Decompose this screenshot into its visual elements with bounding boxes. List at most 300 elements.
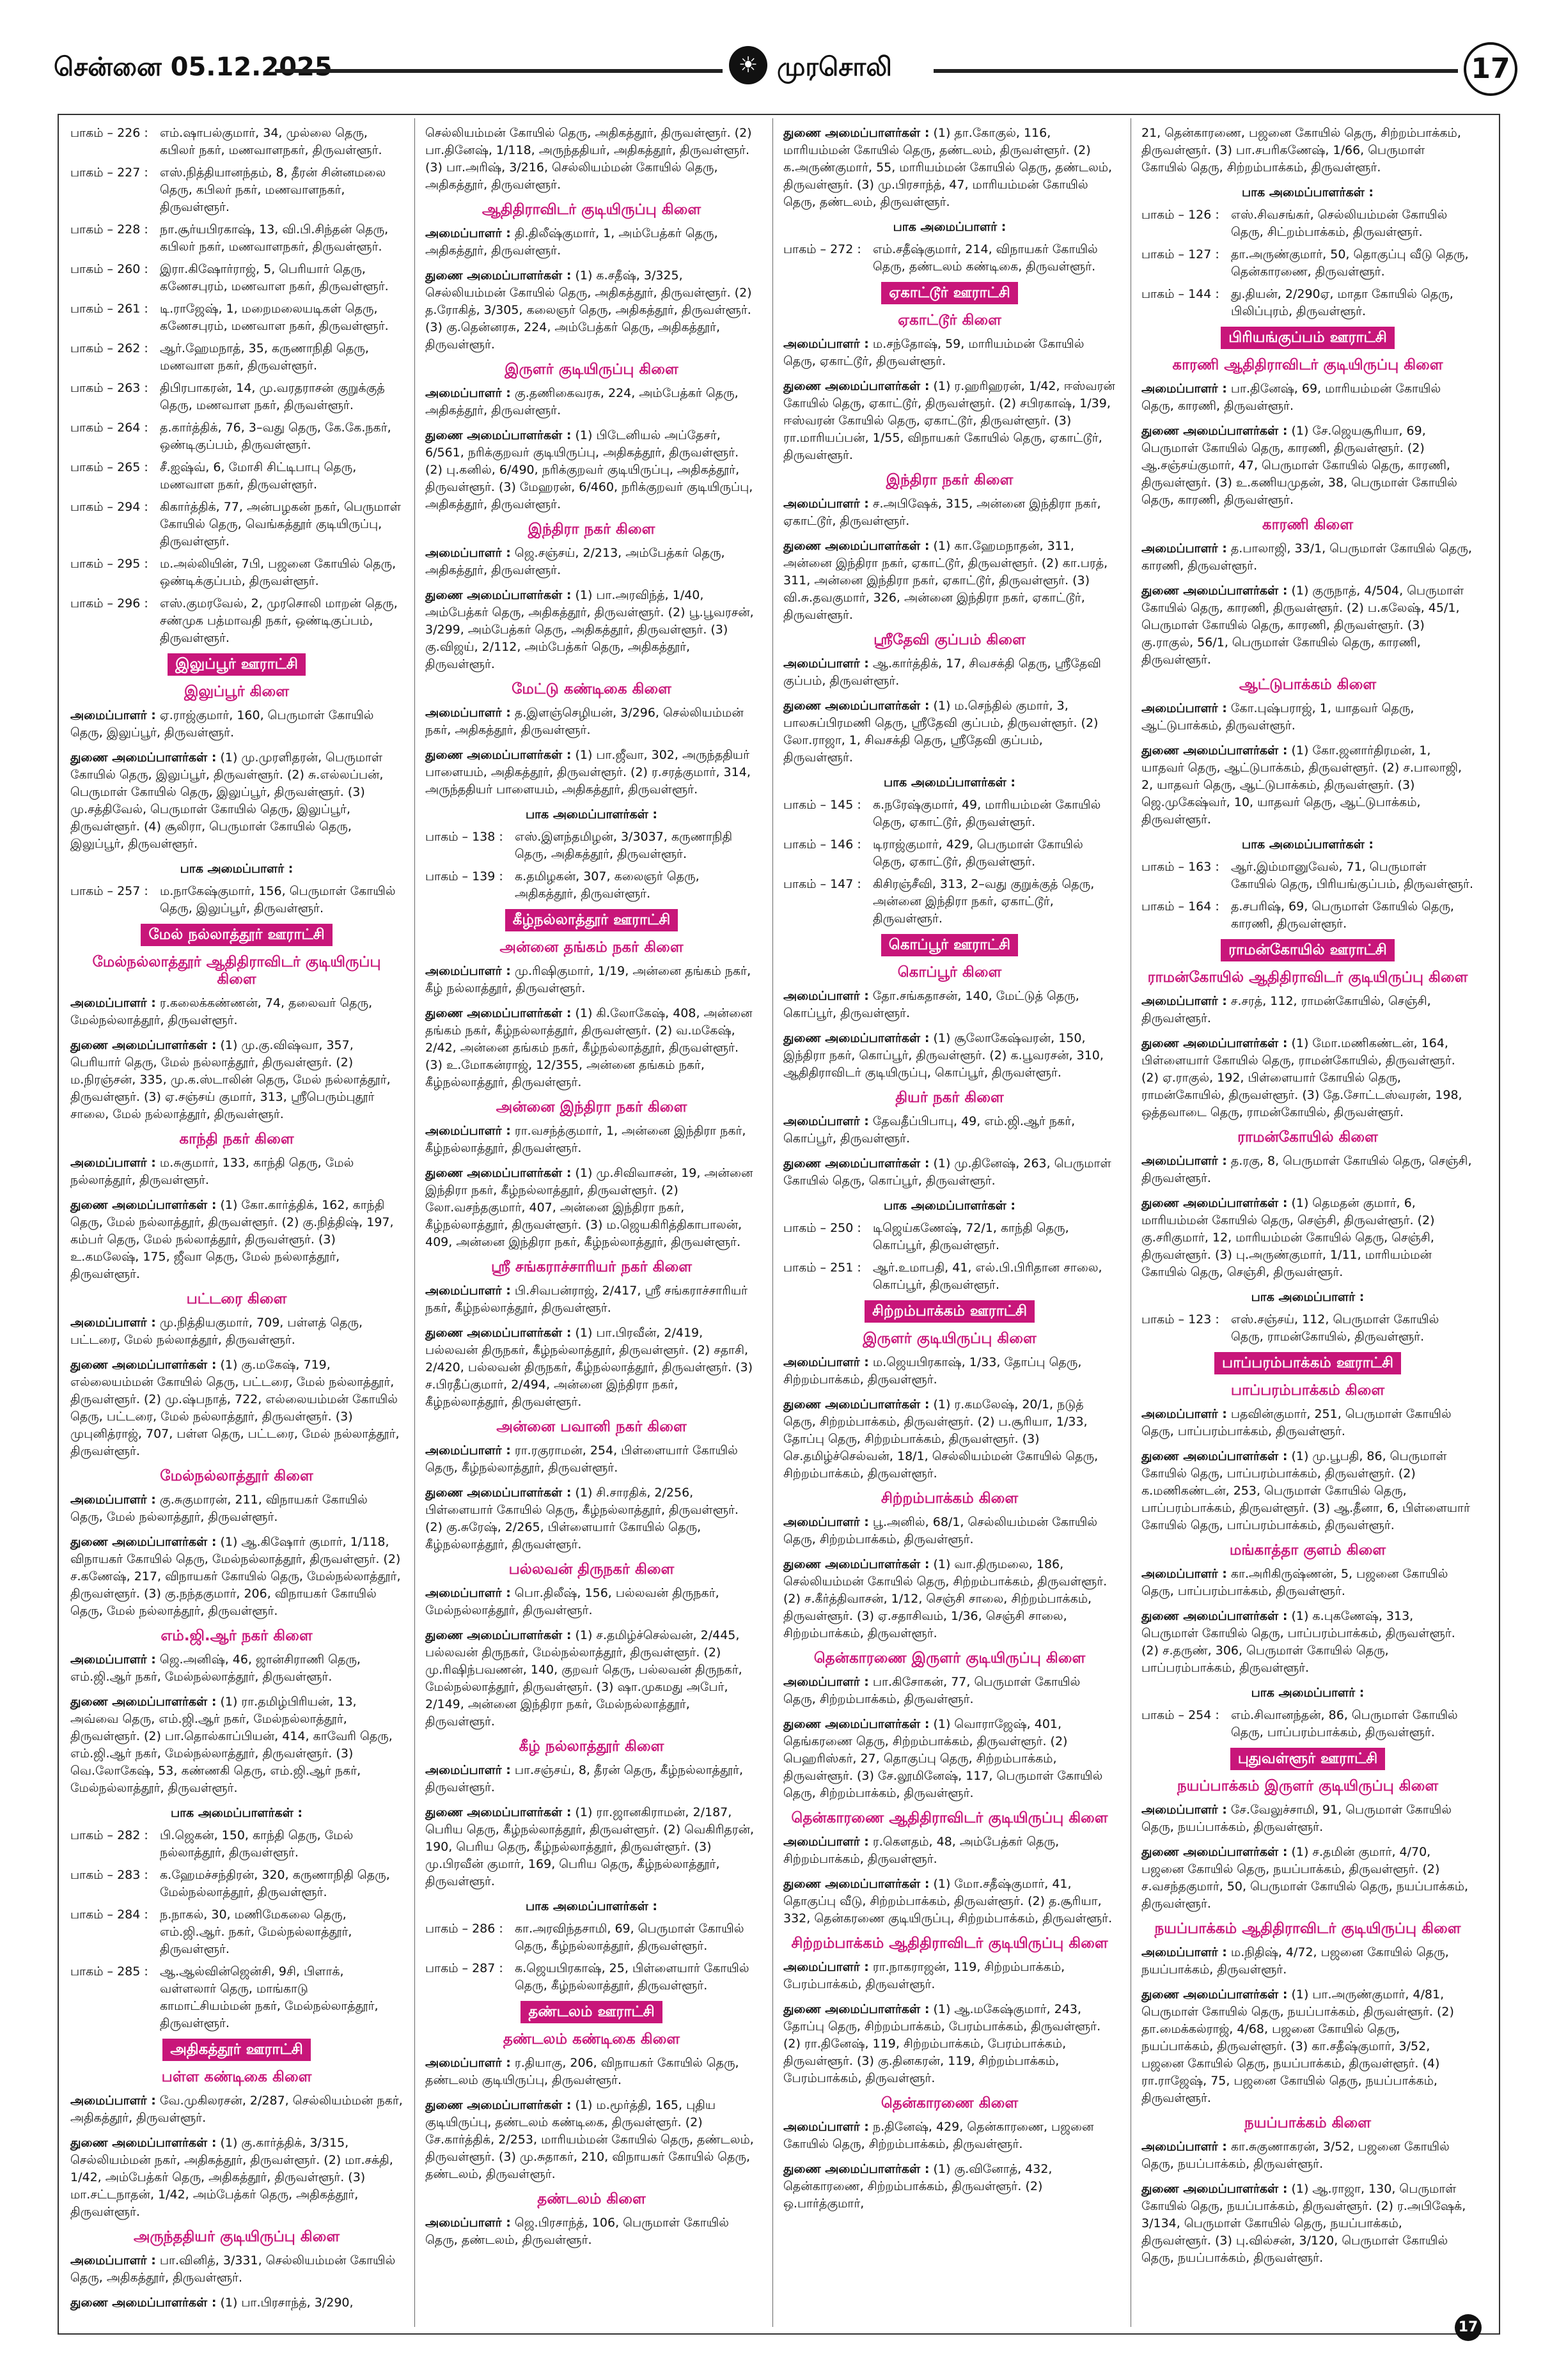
continued-text: 21, தென்காரணை, பஜனை கோயில் தெரு, சிற்றம்பாக்கம், திருவள்ளூர். (3) பா.சபரிகணேஷ், 1/66, பெருமாள் கோயில் தெரு, சிற்றம்பாக்கம், திருவள்ளூர்.	[1141, 126, 1461, 175]
role-label: அமைப்பாளர் :	[425, 1763, 511, 1777]
member-details: (1) கா.ஹேமநாதன், 311, அன்னை இந்திரா நகர், ஏகாட்டூர், திருவள்ளூர். (2) கா.பரத், 311, அன்னை இந்திரா நகர், ஏகாட்டூர், திருவள்ளூர். (3) வி.சு.தவகுமார், 326, அன்னை இந்திரா நகர், ஏகாட்டூர், திருவள்ளூர்.	[783, 539, 1108, 622]
booth-entry	[425, 1960, 758, 1995]
branch-heading: பட்டரை கிளை	[186, 1291, 287, 1307]
branch-heading: காரணி ஆதிதிராவிடர் குடியிருப்பு கிளை	[1172, 357, 1443, 373]
member-entry	[70, 995, 403, 1029]
branch-heading: அருந்ததியர் குடியிருப்பு கிளை	[133, 2228, 340, 2245]
role-label: துணை அமைப்பாளர்கள் :	[425, 1006, 572, 1020]
role-label: துணை அமைப்பாளர்கள் :	[425, 1805, 572, 1819]
booth-details: க.நரேஷ்குமார், 49, மாரியம்மன் கோயில் தெரு, ஏகாட்டூர், திருவள்ளூர்.	[873, 798, 1101, 829]
booth-number: பாகம் – 227 :	[70, 166, 148, 180]
role-label: அமைப்பாளர் :	[783, 1515, 869, 1529]
booth-number: பாகம் – 296 :	[70, 596, 148, 611]
booth-details: நா.சூர்யபிரகாஷ், 13, வி.பி.சிந்தன் தெரு, கபிலர் நகர், மணவாளநகர், திருவள்ளூர்.	[160, 222, 389, 254]
member-entry	[783, 336, 1116, 370]
role-label: துணை அமைப்பாளர்கள் :	[783, 379, 930, 393]
booth-entry	[70, 1963, 403, 2032]
branch-heading: அன்னை இந்திரா நகர் கிளை	[496, 1099, 687, 1116]
booth-details: டிராஜ்குமார், 429, பெருமாள் கோயில் தெரு, ஏகாட்டூர், திருவள்ளூர்.	[873, 837, 1083, 869]
booth-number: பாகம் – 287 :	[425, 1961, 503, 1975]
booth-details: எம்.ஷாபல்குமார், 34, முல்லை தெரு, கபிலர் நகர், மணவாளநகர், திருவள்ளூர்.	[160, 126, 382, 157]
member-details: ர.கலைக்கண்ணன், 74, தலைவர் தெரு, மேல்நல்லாத்தூர், திருவள்ளூர்.	[70, 996, 373, 1027]
role-label: அமைப்பாளர் :	[70, 996, 156, 1010]
booth-entry	[783, 876, 1116, 928]
booth-entry	[425, 868, 758, 903]
booth-number: பாகம் – 263 :	[70, 381, 148, 395]
role-label: துணை அமைப்பாளர்கள் :	[783, 2002, 930, 2016]
booth-number: பாகம் – 261 :	[70, 302, 148, 316]
column-4	[1141, 125, 1474, 2324]
member-details: (1) ஆ.ராஜா, 130, பெருமாள் கோயில் தெரு, நயப்பாக்கம், திருவள்ளூர். (2) ர.அபிஷேக், 3/134, பெருமாள் கோயில் தெரு, நயப்பாக்கம், திருவள்ளூர். (3) பு.வில்சன், 3/120, பெருமாள் கோயில் தெரு, நயப்பாக்கம், திருவள்ளூர்.	[1141, 2182, 1466, 2265]
role-label: அமைப்பாளர் :	[425, 2216, 511, 2230]
booth-entry	[70, 459, 403, 494]
booth-details: ந.நாகல், 30, மணிமேகலை தெரு, எம்.ஜி.ஆர். நகர், மேல்நல்லாத்தூர், திருவள்ளூர்.	[160, 1908, 352, 1956]
member-details: கோ.புஷ்பராஜ், 1, யாதவர் தெரு, ஆட்டுபாக்கம், திருவள்ளூர்.	[1141, 701, 1414, 733]
member-details: ம.சுகுமார், 133, காந்தி தெரு, மேல் நல்லாத்தூர், திருவள்ளூர்.	[70, 1156, 354, 1187]
role-label: துணை அமைப்பாளர்கள் :	[1141, 1449, 1288, 1463]
booth-entry	[1141, 206, 1474, 241]
booth-entry	[1141, 286, 1474, 320]
role-label: துணை அமைப்பாளர்கள் :	[70, 1535, 217, 1549]
member-details: (1) க.சதீஷ், 3/325, செல்லியம்மன் கோயில் தெரு, அதிகத்தூர், திருவள்ளூர். (2) த.ரோகித், 3/305, கலைஞர் தெரு, அதிகத்தூர், திருவள்ளூர். (3) கு.தென்னரசு, 224, அம்பேத்கர் தெரு, அதிகத்தூர், திருவள்ளூர்.	[425, 268, 752, 352]
role-label: அமைப்பாளர் :	[425, 964, 511, 978]
member-details: (1) பிடேனியல் அப்தேசர், 6/561, நரிக்குறவர் குடியிருப்பு, அதிகத்தூர், திருவள்ளூர். (2) பு.கனில், 6/490, நரிக்குறவர் குடியிருப்பு, அதிகத்தூர், திருவள்ளூர். (3) மேஹரன், 6/460, நரிக்குறவர் குடியிருப்பு, அதிகத்தூர், திருவள்ளூர்.	[425, 428, 753, 511]
role-label: அமைப்பாளர் :	[425, 706, 511, 720]
member-entry	[1141, 1406, 1474, 1440]
booth-details: எஸ்.இளந்தமிழன், 3/3037, கருணாநிதி தெரு, அதிகத்தூர், திருவள்ளூர்.	[515, 830, 733, 861]
member-entry	[783, 1833, 1116, 1868]
booth-details: எஸ்.நித்தியானந்தம், 8, தீரன் சின்னமலை தெரு, கபிலர் நகர், மணவாளநகர், திருவள்ளூர்.	[160, 166, 386, 214]
role-label: துணை அமைப்பாளர்கள் :	[70, 2136, 217, 2150]
role-label: துணை அமைப்பாளர்கள் :	[1141, 1036, 1288, 1050]
member-entry	[783, 1514, 1116, 1548]
booth-entry	[425, 828, 758, 863]
booth-number: பாகம் – 283 :	[70, 1868, 148, 1882]
booth-entry	[70, 300, 403, 335]
member-entry	[425, 2214, 758, 2249]
member-entry	[425, 1484, 758, 1553]
branch-heading: எம்.ஜி.ஆர் நகர் கிளை	[161, 1628, 313, 1644]
member-entry	[425, 587, 758, 673]
member-details: (1) பா.அரவிந்த், 1/40, அம்பேத்கர் தெரு, அதிகத்தூர், திருவள்ளூர். (2) பூ.பூவரசன், 3/299, அம்பேத்கர் தெரு, அதிகத்தூர், திருவள்ளூர். (3) கு.விஜய், 2/112, அம்பேத்கர் தெரு, அதிகத்தூர், திருவள்ளூர்.	[425, 588, 754, 671]
member-entry	[1141, 1986, 1474, 2107]
member-entry	[425, 1442, 758, 1477]
role-label: துணை அமைப்பாளர்கள் :	[425, 1628, 572, 1642]
booth-entry	[70, 340, 403, 375]
member-details: தி.திலீஷ்குமார், 1, அம்பேத்கர் தெரு, அதிகத்தூர், திருவள்ளூர்.	[425, 226, 718, 258]
booth-details: கிகார்த்திக், 77, அன்பழகன் நகர், பெருமாள் கோயில் தெரு, வெங்கத்தூர் குடியிருப்பு, திருவள்ளூர்.	[160, 500, 401, 548]
member-entry	[1141, 1153, 1474, 1187]
branch-heading: இந்திரா நகர் கிளை	[886, 472, 1014, 488]
booth-entry	[70, 380, 403, 414]
booth-number: பாகம் – 254 :	[1141, 1708, 1219, 1722]
member-details: த.இளஞ்செழியன், 3/296, செல்லியம்மன் நகர், அதிகத்தூர், திருவள்ளூர்.	[425, 706, 744, 737]
branch-heading: இருளர் குடியிருப்பு கிளை	[505, 361, 678, 378]
booth-details: தா.அருண்குமார், 50, தொகுப்பு வீடு தெரு, தென்காரணை, திருவள்ளூர்.	[1231, 247, 1469, 279]
member-details: மு.நித்தியகுமார், 709, பள்ளத் தெரு, பட்டரை, மேல் நல்லாத்தூர், திருவள்ளூர்.	[70, 1316, 363, 1347]
member-details: பா.சஞ்சய், 8, தீரன் தெரு, கீழ்நல்லாத்தூர், திருவள்ளூர்.	[425, 1763, 743, 1794]
member-details: (1) ர.ஹரிஹரன், 1/42, ஈஸ்வரன் கோயில் தெரு, ஏகாட்டூர், திருவள்ளூர். (2) சபிரகாஷ், 1/39, ஈஸ்வரன் கோயில் தெரு, ஏகாட்டூர், திருவள்ளூர். (3) ரா.மாரியப்பன், 1/55, விநாயகர் கோயில் தெரு, ஏகாட்டூர், திருவள்ளூர்.	[783, 379, 1115, 462]
booth-number: பாகம் – 163 :	[1141, 860, 1219, 874]
booth-section-heading: பாக அமைப்பாளர்கள் :	[525, 807, 657, 821]
member-entry	[425, 1123, 758, 1157]
member-entry	[425, 427, 758, 513]
branch-heading: ஏகாட்டூர் கிளை	[898, 312, 1001, 329]
role-label: அமைப்பாளர் :	[783, 1675, 869, 1689]
member-details: (1) ரா.தமிழ்பிரியன், 13, அவ்வை தெரு, எம்.ஜி.ஆர் நகர், மேல்நல்லாத்தூர், திருவள்ளூர். (2) பா.தொல்காப்பியன், 414, காவேரி தெரு, எம்.ஜி.ஆர் நகர், மேல்நல்லாத்தூர், திருவள்ளூர். (3) வெ.லோகேஷ், 53, கண்ணகி தெரு, எம்.ஜி.ஆர் நகர், மேல்நல்லாத்தூர், திருவள்ளூர்.	[70, 1695, 393, 1795]
member-entry	[1141, 700, 1474, 735]
branch-heading: பாப்பரம்பாக்கம் கிளை	[1230, 1382, 1385, 1399]
member-entry	[783, 538, 1116, 624]
member-details: (1) குருநாத், 4/504, பெருமாள் கோயில் தெரு, காரணி, திருவள்ளூர். (2) ப.கலேஷ், 45/1, பெருமாள் கோயில் தெரு, காரணி, திருவள்ளூர். (3) கு.ராகுல், 56/1, பெருமாள் கோயில் தெரு, காரணி, திருவள்ளூர்.	[1141, 584, 1464, 667]
member-entry	[70, 2092, 403, 2127]
member-details: ர.தியாகு, 206, விநாயகர் கோயில் தெரு, தண்டலம் குடியிருப்பு, திருவள்ளூர்.	[425, 2056, 739, 2087]
member-details: (1) ஆ.கிஷோர் குமார், 1/118, விநாயகர் கோயில் தெரு, மேல்நல்லாத்தூர், திருவள்ளூர். (2) ச.கணேஷ், 217, விநாயகர் கோயில் தெரு, மேல்நல்லாத்தூர், திருவள்ளூர். (3) கு.நந்தகுமார், 206, விநாயகர் கோயில் தெரு, மேல் நல்லாத்தூர், திருவள்ளூர்.	[70, 1535, 401, 1618]
role-label: துணை அமைப்பாளர்கள் :	[783, 1397, 930, 1412]
member-entry	[783, 2001, 1116, 2087]
role-label: அமைப்பாளர் :	[70, 708, 156, 722]
branch-heading: ஆட்டுபாக்கம் கிளை	[1239, 676, 1377, 693]
member-entry	[1141, 582, 1474, 669]
booth-details: பி.ஜெகன், 150, காந்தி தெரு, மேல் நல்லாத்தூர், திருவள்ளூர்.	[160, 1828, 354, 1860]
member-details: பூ.அனில், 68/1, செல்லியம்மன் கோயில் தெரு, சிற்றம்பாக்கம், திருவள்ளூர்.	[783, 1515, 1098, 1546]
booth-entry	[70, 499, 403, 550]
masthead	[26, 50, 1517, 95]
booth-details: கா.அரவிந்தசாமி, 69, பெருமாள் கோயில் தெரு, கீழ்நல்லாத்தூர், திருவள்ளூர்.	[515, 1922, 744, 1953]
role-label: அமைப்பாளர் :	[1141, 1154, 1227, 1168]
member-entry	[783, 697, 1116, 766]
member-entry	[425, 1325, 758, 1411]
header-rule-left	[275, 69, 723, 73]
booth-entry	[1141, 859, 1474, 893]
booth-details: ஆர்.உமாபதி, 41, எல்.பி.பிரிதான சாலை, கொப்பூர், திருவள்ளூர்.	[873, 1261, 1102, 1292]
panchayat-heading: ஏகாட்டூர் ஊராட்சி	[881, 282, 1018, 304]
edition-date: சென்னை 05.12.2025	[54, 52, 333, 82]
member-entry	[1141, 742, 1474, 828]
member-entry	[783, 1396, 1116, 1482]
column-divider	[414, 118, 415, 2327]
booth-entry	[70, 883, 403, 917]
member-details: ந.தினேஷ், 429, தென்காரணை, பஜனை கோயில் தெரு, சிற்றம்பாக்கம், திருவள்ளூர்.	[783, 2120, 1094, 2151]
branch-heading: அன்னை தங்கம் நகர் கிளை	[499, 939, 684, 956]
column-divider	[772, 118, 773, 2327]
member-details: (1) க.புகணேஷ், 313, பெருமாள் கோயில் தெரு, பாப்பரம்பாக்கம், திருவள்ளூர். (2) ச.தருண், 306, பெருமாள் கோயில் தெரு, பாப்பரம்பாக்கம், திருவள்ளூர்.	[1141, 1609, 1455, 1675]
branch-heading: ராமன்கோயில் ஆதிதிராவிடர் குடியிருப்பு கிளை	[1147, 969, 1468, 986]
member-entry	[70, 2294, 403, 2312]
member-details: த.ரகு, 8, பெருமாள் கோயில் தெரு, செஞ்சி, திருவள்ளூர்.	[1141, 1154, 1472, 1185]
booth-section-heading: பாக அமைப்பாளர்கள் :	[883, 1199, 1015, 1213]
booth-number: பாகம் – 226 :	[70, 126, 148, 140]
role-label: அமைப்பாளர் :	[425, 2056, 511, 2070]
member-details: பா.தினேஷ், 69, மாரியம்மன் கோயில் தெரு, காரணி, திருவள்ளூர்.	[1141, 382, 1441, 413]
member-details: பா.கிசோகன், 77, பெருமாள் கோயில் தெரு, சிற்றம்பாக்கம், திருவள்ளூர்.	[783, 1675, 1081, 1706]
member-details: (1) பா.பிரசாந்த், 3/290,	[220, 2296, 354, 2310]
panchayat-heading: அதிகத்தூர் ஊராட்சி	[162, 2039, 311, 2061]
member-details: பதவின்குமார், 251, பெருமாள் கோயில் தெரு, பாப்பரம்பாக்கம், திருவள்ளூர்.	[1141, 1407, 1452, 1438]
member-entry	[1141, 2138, 1474, 2173]
booth-entry	[783, 241, 1116, 276]
member-details: (1) கோ.கார்த்திக், 162, காந்தி தெரு, மேல் நல்லாத்தூர், திருவள்ளூர். (2) கு.நித்திஷ், 197, கம்பர் தெரு, மேல் நல்லாத்தூர், திருவள்ளூர். (3) உ.கமலேஷ், 175, ஜீவா தெரு, மேல் நல்லாத்தூர், திருவள்ளூர்.	[70, 1198, 394, 1281]
member-entry	[1141, 1566, 1474, 1600]
role-label: துணை அமைப்பாளர்கள் :	[70, 1358, 217, 1372]
member-entry	[425, 1585, 758, 1619]
member-details: (1) மோ.மணிகண்டன், 164, பிள்ளையார் கோயில் தெரு, ராமன்கோயில், திருவள்ளூர். (2) ஏ.ராகுல், 192, பிள்ளையார் கோயில் தெரு, ராமன்கோயில், திருவள்ளூர். (3) தே.சோட்டஸ்வரன், 198, ஒத்தவாடை தெரு, ராமன்கோயில், திருவள்ளூர்.	[1141, 1036, 1462, 1119]
booth-section-heading: பாக அமைப்பாளர்கள் :	[170, 1806, 302, 1820]
booth-details: க.ஹேமச்சந்திரன், 320, கருணாநிதி தெரு, மேல்நல்லாத்தூர், திருவள்ளூர்.	[160, 1868, 390, 1899]
member-entry	[425, 963, 758, 997]
booth-entry	[783, 797, 1116, 831]
role-label: துணை அமைப்பாளர்கள் :	[783, 1877, 930, 1891]
role-label: துணை அமைப்பாளர்கள் :	[783, 1031, 930, 1045]
member-details: ச.சரத், 112, ராமன்கோயில், செஞ்சி, திருவள்ளூர்.	[1141, 994, 1431, 1025]
column-2	[425, 125, 758, 2324]
member-details: (1) ரா.ஜானகிராமன், 2/187, பெரிய தெரு, கீழ்நல்லாத்தூர், திருவள்ளூர். (2) வெகிரிதரன், 190, பெரிய தெரு, கீழ்நல்லாத்தூர், திருவள்ளூர். (3) மு.பிரவீன் குமார், 169, பெரிய தெரு, கீழ்நல்லாத்தூர், திருவள்ளூர்.	[425, 1805, 755, 1888]
booth-number: பாகம் – 260 :	[70, 262, 148, 276]
paper-name: முரசொலி	[777, 52, 892, 82]
booth-details: ம.அல்லியின், 7பி, பஜனை கோயில் தெரு, ஒண்டிக்குப்பம், திருவள்ளூர்.	[160, 557, 396, 588]
branch-heading: காந்தி நகர் கிளை	[179, 1131, 294, 1147]
role-label: அமைப்பாளர் :	[70, 1653, 156, 1667]
member-entry	[783, 1354, 1116, 1388]
member-entry	[1141, 1448, 1474, 1534]
member-details: தோ.சங்கதாசன், 140, மேட்டுத் தெரு, கொப்பூர், திருவள்ளூர்.	[783, 989, 1079, 1020]
member-details: (1) கி.லோகேஷ், 408, அன்னை தங்கம் நகர், கீழ்நல்லாத்தூர், திருவள்ளூர். (2) வ.மகேஷ், 2/42, அன்னை தங்கம் நகர், கீழ்நல்லாத்தூர், திருவள்ளூர். (3) உ.மோகன்ராஜ், 12/355, அன்னை தங்கம் நகர், கீழ்நல்லாத்தூர், திருவள்ளூர்.	[425, 1006, 753, 1089]
booth-entry	[70, 595, 403, 647]
member-details: (1) பா.பிரவீன், 2/419, பல்லவன் திருநகர், கீழ்நல்லாத்தூர், திருவள்ளூர். (2) சதாசி, 2/420, பல்லவன் திருநகர், கீழ்நல்லாத்தூர், திருவள்ளூர். (3) ச.பிரதீப்குமார், 2/494, அன்னை இந்திரா நகர், கீழ்நல்லாத்தூர், திருவள்ளூர்.	[425, 1326, 753, 1409]
branch-heading: அன்னை பவானி நகர் கிளை	[496, 1419, 687, 1435]
member-entry	[1141, 1801, 1474, 1836]
role-label: அமைப்பாளர் :	[425, 1124, 511, 1138]
booth-entry	[70, 1906, 403, 1958]
booth-details: து.தியன், 2/290ஏ, மாதா கோயில் தெரு, பிலிப்புரம், திருவள்ளூர்.	[1231, 287, 1453, 318]
booth-details: எஸ்.குமரவேல், 2, முரசொலி மாறன் தெரு, சண்முக பத்மாவதி நகர், ஒண்டிகுப்பம், திருவள்ளூர்.	[160, 596, 398, 645]
booth-number: பாகம் – 257 :	[70, 884, 148, 898]
role-label: துணை அமைப்பாளர்கள் :	[425, 1486, 572, 1500]
role-label: துணை அமைப்பாளர்கள் :	[783, 539, 930, 553]
branch-heading: தென்காரணை ஆதிதிராவிடர் குடியிருப்பு கிளை	[791, 1810, 1108, 1826]
branch-heading: சிற்றம்பாக்கம் கிளை	[881, 1490, 1019, 1507]
member-entry	[70, 1534, 403, 1620]
member-details: ரா.வசந்த்குமார், 1, அன்னை இந்திரா நகர், கீழ்நல்லாத்தூர், திருவள்ளூர்.	[425, 1124, 746, 1155]
member-details: (1) பா.ஜீவா, 302, அருந்ததியர் பாளையம், அதிகத்தூர், திருவள்ளூர். (2) ர.சரத்குமார், 314, அருந்ததியர் பாளையம், அதிகத்தூர், திருவள்ளூர்.	[425, 748, 751, 797]
member-entry	[425, 1627, 758, 1731]
booth-entry	[1141, 1707, 1474, 1741]
member-entry	[1141, 1944, 1474, 1979]
role-label: அமைப்பாளர் :	[1141, 994, 1227, 1008]
member-entry	[783, 2161, 1116, 2213]
booth-entry	[70, 221, 403, 256]
member-details: (1) கோ.ஜனார்திரமன், 1, யாதவர் தெரு, ஆட்டுபாக்கம், திருவள்ளூர். (2) ச.பாலாஜி, 2, யாதவர் தெரு, ஆட்டுபாக்கம், திருவள்ளூர். (3) ஜெ.முகேஷ்வர், 10, யாதவர் தெரு, ஆட்டுபாக்கம், திருவள்ளூர்.	[1141, 743, 1462, 827]
booth-number: பாகம் – 127 :	[1141, 247, 1219, 261]
booth-number: பாகம் – 251 :	[783, 1261, 861, 1275]
branch-heading: காரணி கிளை	[1262, 517, 1354, 533]
booth-details: த.சபரிஷ், 69, பெருமாள் கோயில் தெரு, காரணி, திருவள்ளூர்.	[1231, 899, 1454, 931]
role-label: துணை அமைப்பாளர்கள் :	[1141, 1609, 1288, 1623]
role-label: துணை அமைப்பாளர்கள் :	[425, 588, 572, 602]
role-label: துணை அமைப்பாளர்கள் :	[783, 1557, 930, 1571]
member-entry	[70, 1197, 403, 1283]
member-entry	[425, 1165, 758, 1251]
member-details: த.பாலாஜி, 33/1, பெருமாள் கோயில் தெரு, காரணி, திருவள்ளூர்.	[1141, 541, 1472, 573]
booth-entry	[70, 164, 403, 216]
role-label: துணை அமைப்பாளர்கள் :	[783, 2162, 930, 2176]
role-label: துணை அமைப்பாளர்கள் :	[1141, 743, 1288, 758]
member-entry	[783, 1556, 1116, 1642]
branch-heading: ஆதிதிராவிடர் குடியிருப்பு கிளை	[482, 201, 701, 218]
role-label: அமைப்பாளர் :	[783, 1835, 869, 1849]
panchayat-heading: பிரியங்குப்பம் ஊராட்சி	[1221, 327, 1395, 349]
member-entry	[783, 2119, 1116, 2153]
member-details: மு.ரிஷிகுமார், 1/19, அன்னை தங்கம் நகர், கீழ் நல்லாத்தூர், திருவள்ளூர்.	[425, 964, 751, 995]
member-details: (1) மு.பூபதி, 86, பெருமாள் கோயில் தெரு, பாப்பரம்பாக்கம், திருவள்ளூர். (2) க.மணிகண்டன், 253, பெருமாள் கோயில் தெரு, பாப்பரம்பாக்கம், திருவள்ளூர். (3) ஆ.தீனா, 6, பிள்ளையார் கோயில் தெரு, பாப்பரம்பாக்கம், திருவள்ளூர்.	[1141, 1449, 1470, 1532]
member-entry	[70, 2135, 403, 2221]
role-label: அமைப்பாளர் :	[425, 226, 511, 240]
booth-section-heading: பாக அமைப்பாளர் :	[1251, 1290, 1365, 1304]
booth-number: பாகம் – 285 :	[70, 1964, 148, 1979]
member-entry	[783, 1876, 1116, 1927]
booth-details: எம்.சிவானந்தன், 86, பெருமாள் கோயில் தெரு, பாப்பரம்பாக்கம், திருவள்ளூர்.	[1231, 1708, 1458, 1739]
role-label: அமைப்பாளர் :	[1141, 1567, 1227, 1581]
role-label: அமைப்பாளர் :	[783, 2120, 869, 2134]
booth-details: எஸ்.சஞ்சய், 112, பெருமாள் கோயில் தெரு, ராமன்கோயில், திருவள்ளூர்.	[1231, 1312, 1439, 1344]
panchayat-heading: ராமன்கோயில் ஊராட்சி	[1221, 939, 1395, 961]
booth-entry	[70, 419, 403, 454]
member-entry	[783, 988, 1116, 1022]
branch-heading: இலுப்பூர் கிளை	[184, 683, 290, 700]
member-details: (1) மு.முரளிதரன், பெருமாள் கோயில் தெரு, இலுப்பூர், திருவள்ளூர். (2) சு.எல்லப்பன், பெருமாள் கோயில் தெரு, இலுப்பூர், திருவள்ளூர். (3) மு.சத்திவேல், பெருமாள் கோயில் தெரு, இலுப்பூர், திருவள்ளூர். (4) சூலிரா, பெருமாள் கோயில் தெரு, இலுப்பூர், திருவள்ளூர்.	[70, 751, 384, 851]
booth-number: பாகம் – 286 :	[425, 1922, 503, 1936]
member-details: பா.வினித், 3/331, செல்லியம்மன் கோயில் தெரு, அதிகத்தூர், திருவள்ளூர்.	[70, 2253, 396, 2285]
role-label: துணை அமைப்பாளர்கள் :	[1141, 2182, 1288, 2196]
role-label: அமைப்பாளர் :	[425, 1284, 511, 1298]
member-entry	[70, 1693, 403, 1797]
booth-entry	[783, 1220, 1116, 1254]
role-label: துணை அமைப்பாளர்கள் :	[425, 1166, 572, 1180]
panchayat-heading: சிற்றம்பாக்கம் ஊராட்சி	[865, 1300, 1035, 1323]
branch-heading: தென்காரணை கிளை	[881, 2095, 1019, 2112]
member-entry	[1141, 540, 1474, 575]
booth-section-heading: பாக அமைப்பாளர்கள் :	[1241, 837, 1374, 852]
role-label: அமைப்பாளர் :	[783, 989, 869, 1003]
role-label: துணை அமைப்பாளர்கள் :	[70, 1695, 217, 1709]
branch-heading: இந்திரா நகர் கிளை	[528, 521, 655, 538]
column-3	[783, 125, 1116, 2324]
member-details: (1) தெமதன் குமார், 6, மாரியம்மன் கோயில் தெரு, செஞ்சி, திருவள்ளூர். (2) கு.சரிகுமார், 12, மாரியம்மன் கோயில் தெரு, செஞ்சி, திருவள்ளூர். (3) பு.அருண்குமார், 1/11, மாரியம்மன் கோயில் தெரு, செஞ்சி, திருவள்ளூர்.	[1141, 1196, 1435, 1279]
page-number-badge: 17	[1464, 42, 1517, 96]
branch-heading: பள்ள கண்டிகை கிளை	[161, 2069, 312, 2085]
member-entry	[1141, 993, 1474, 1027]
footer-page-number: 17	[1455, 2314, 1482, 2341]
booth-entry	[70, 261, 403, 295]
booth-section-heading: பாக அமைப்பாளர் :	[893, 220, 1006, 234]
booth-number: பாகம் – 138 :	[425, 830, 503, 844]
member-entry	[783, 1030, 1116, 1082]
rising-sun-icon: ☀	[729, 46, 767, 84]
member-entry	[425, 1804, 758, 1890]
booth-details: இரா.கிஷோர்ராஜ், 5, பெரியார் தெரு, கணேசபுரம், மணவாள நகர், திருவள்ளூர்.	[160, 262, 389, 293]
member-details: (1) சி.சாரதிக், 2/256, பிள்ளையார் கோயில் தெரு, கீழ்நல்லாத்தூர், திருவள்ளூர். (2) கு.சுரேஷ், 2/265, பிள்ளையார் கோயில் தெரு, கீழ்நல்லாத்தூர், திருவள்ளூர்.	[425, 1486, 739, 1552]
member-entry	[425, 225, 758, 260]
member-details: சே.வேலுச்சாமி, 91, பெருமாள் கோயில் தெரு, நயப்பாக்கம், திருவள்ளூர்.	[1141, 1803, 1452, 1834]
booth-details: டிஜெய்கணேஷ், 72/1, காந்தி தெரு, கொப்பூர், திருவள்ளூர்.	[873, 1221, 1069, 1252]
role-label: அமைப்பாளர் :	[1141, 541, 1227, 556]
member-entry	[783, 1959, 1116, 1993]
member-entry	[783, 1113, 1116, 1147]
booth-number: பாகம் – 262 :	[70, 341, 148, 355]
branch-heading: தண்டலம் கண்டிகை கிளை	[503, 2031, 680, 2048]
branch-heading: தண்டலம் கிளை	[537, 2191, 646, 2207]
member-entry	[1141, 423, 1474, 509]
booth-number: பாகம் – 147 :	[783, 877, 861, 891]
role-label: அமைப்பாளர் :	[783, 1114, 869, 1128]
member-entry	[425, 267, 758, 354]
booth-section-heading: பாக அமைப்பாளர்கள் :	[883, 775, 1015, 789]
role-label: அமைப்பாளர் :	[1141, 1803, 1227, 1817]
member-entry	[70, 1357, 403, 1460]
branch-heading: ஸ்ரீதேவி குப்பம் கிளை	[873, 632, 1026, 648]
member-details: (1) ச.தமின் குமார், 4/70, பஜனை கோயில் தெரு, நயப்பாக்கம், திருவள்ளூர். (2) ச.வசந்தகுமார், 50, பெருமாள் கோயில் தெரு, நயப்பாக்கம், திருவள்ளூர்.	[1141, 1845, 1469, 1911]
member-details: (1) மோ.சதீஷ்குமார், 41, தொகுப்பு வீடு, சிற்றம்பாக்கம், திருவள்ளூர். (2) த.சூரியா, 332, தென்கரணை குடியிருப்பு, சிற்றம்பாக்கம், திருவள்ளூர்.	[783, 1877, 1113, 1925]
role-label: துணை அமைப்பாளர்கள் :	[783, 1156, 930, 1171]
member-details: (1) பா.அருண்குமார், 4/81, பெருமாள் கோயில் தெரு, நயப்பாக்கம், திருவள்ளூர். (2) தா.மைக்கல்ராஜ், 4/68, பஜனை கோயில் தெரு, நயப்பாக்கம், திருவள்ளூர். (3) கா.சதீஷ்குமார், 3/52, பஜனை கோயில் தெரு, நயப்பாக்கம், திருவள்ளூர். (4) ரா.ராஜேஷ், 75, பஜனை கோயில் தெரு, நயப்பாக்கம், திருவள்ளூர்.	[1141, 1987, 1454, 2105]
branch-heading: சிற்றம்பாக்கம் ஆதிதிராவிடர் குடியிருப்பு கிளை	[791, 1935, 1108, 1952]
member-details: கு.சுகுமாரன், 211, விநாயகர் கோயில் தெரு, மேல் நல்லாத்தூர், திருவள்ளூர்.	[70, 1493, 368, 1524]
member-entry	[783, 1716, 1116, 1802]
panchayat-heading: பாப்பரம்பாக்கம் ஊராட்சி	[1214, 1352, 1401, 1374]
booth-entry	[70, 1867, 403, 1901]
booth-number: பாகம் – 295 :	[70, 557, 148, 571]
member-details: (1) மு.கு.விஷ்வா, 357, பெரியார் தெரு, மேல் நல்லாத்தூர், திருவள்ளூர். (2) ம.நிரஞ்சன், 335, மு.க.ஸ்டாலின் தெரு, மேல் நல்லாத்தூர், திருவள்ளூர். (3) ஏ.சஞ்சய் குமார், 313, ஸ்ரீபெரும்புதூர் சாலை, மேல் நல்லாத்தூர், திருவள்ளூர்.	[70, 1038, 391, 1121]
booth-number: பாகம் – 145 :	[783, 798, 861, 812]
branch-heading: மங்காத்தா குளம் கிளை	[1229, 1542, 1386, 1559]
member-details: (1) கு.வினோத், 432, தென்காரணை, சிற்றம்பாக்கம், திருவள்ளூர். (2) ஒ.பார்த்குமார்,	[783, 2162, 1053, 2211]
header-rule-right	[934, 69, 1458, 73]
branch-heading: ஸ்ரீ சங்கராச்சாரியர் நகர் கிளை	[490, 1259, 693, 1275]
member-entry	[70, 749, 403, 853]
role-label: துணை அமைப்பாளர்கள் :	[70, 751, 217, 765]
role-label: அமைப்பாளர் :	[425, 1586, 511, 1600]
booth-section-heading: பாக அமைப்பாளர் :	[1251, 1686, 1365, 1700]
role-label: அமைப்பாளர் :	[425, 386, 511, 400]
member-details: ம.ஜெயபிரகாஷ், 1/33, தோப்பு தெரு, சிற்றம்பாக்கம், திருவள்ளூர்.	[783, 1355, 1082, 1387]
booth-entry	[783, 1259, 1116, 1294]
booth-number: பாகம் – 265 :	[70, 460, 148, 474]
member-details: (1) மு.சிவிவாசன், 19, அன்னை இந்திரா நகர், கீழ்நல்லாத்தூர், திருவள்ளூர். (2) லோ.வசந்தகுமார், 407, அன்னை இந்திரா நகர், கீழ்நல்லாத்தூர், திருவள்ளூர். (3) ம.ஜெயகிரித்திகாபாலன், 409, அன்னை இந்திரா நகர், கீழ்நல்லாத்தூர், திருவள்ளூர்.	[425, 1166, 753, 1249]
member-entry	[425, 545, 758, 579]
booth-details: ம.நாகேஷ்குமார், 156, பெருமாள் கோயில் தெரு, இலுப்பூர், திருவள்ளூர்.	[160, 884, 396, 915]
member-entry	[425, 2097, 758, 2183]
booth-details: த.கார்த்திக், 76, 3–வது தெரு, கே.கே.நகர், ஒண்டிகுப்பம், திருவள்ளூர்.	[160, 421, 391, 452]
role-label: அமைப்பாளர் :	[783, 1960, 869, 1974]
booth-details: ஆர்.இம்மானுவேல், 71, பெருமாள் கோயில் தெரு, பிரியங்குப்பம், திருவள்ளூர்.	[1231, 860, 1473, 891]
branch-heading: நயப்பாக்கம் ஆதிதிராவிடர் குடியிருப்பு கிளை	[1154, 1920, 1461, 1937]
member-entry	[783, 495, 1116, 530]
role-label: துணை அமைப்பாளர்கள் :	[70, 1038, 217, 1052]
role-label: துணை அமைப்பாளர்கள் :	[425, 1326, 572, 1340]
member-details: ஆ.கார்த்திக், 17, சிவசக்தி தெரு, ஸ்ரீதேவி குப்பம், திருவள்ளூர்.	[783, 657, 1101, 688]
branch-heading: நயப்பாக்கம் இருளர் குடியிருப்பு கிளை	[1177, 1778, 1439, 1794]
branch-heading: மேல்நல்லாத்தூர் கிளை	[160, 1468, 313, 1484]
booth-section-heading: பாக அமைப்பாளர்கள் :	[1241, 185, 1374, 199]
member-entry	[1141, 1035, 1474, 1121]
booth-number: பாகம் – 164 :	[1141, 899, 1219, 914]
role-label: துணை அமைப்பாளர்கள் :	[425, 428, 572, 442]
role-label: அமைப்பாளர் :	[783, 657, 869, 671]
member-entry	[70, 707, 403, 742]
column-1	[70, 125, 403, 2324]
member-entry	[70, 1314, 403, 1349]
booth-details: டி.ராஜேஷ், 1, மறைமலையடிகள் தெரு, கணேசபுரம், மணவாள நகர், திருவள்ளூர்.	[160, 302, 389, 333]
